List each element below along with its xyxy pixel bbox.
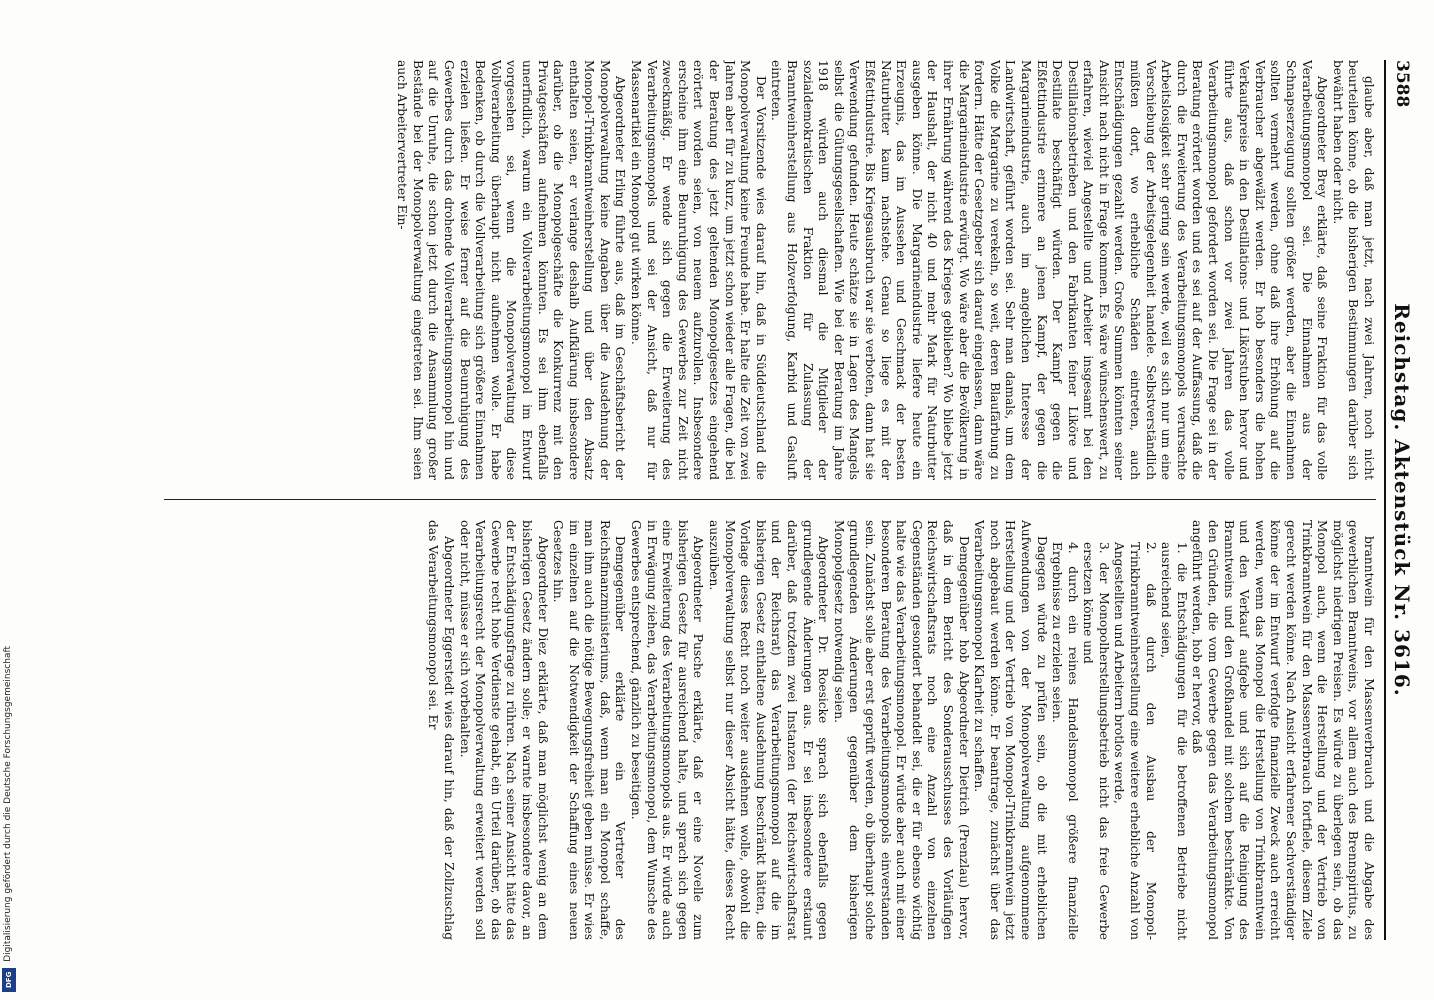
paragraph: Abgeordneter Diez erklärte, daß man möglichst wenig an dem bisherigen Gesetz ändern solle; er warnte insbesondere davor, an der Entschädigungsfrage zu rühren. Nach seiner Ansicht hätte das Gewerbe recht hohe Verdienste gehabt, ein Urteil darüber, ob das Verarbeitungsrecht der Monopolverwaltung erweitert werden soll oder nicht, müsse er sich vorbehalten. <box>457 520 550 940</box>
page-title: Reichstag. Aktenstück Nr. 3616. <box>1390 303 1414 697</box>
list-item: 2. daß durch den Ausbau der Monopol-Trinkbranntweinherstellung eine weitere erhebliche Anzahl von Angestellten und Arbeitern brotlos werde, <box>1112 542 1158 940</box>
paragraph: glaube aber, daß man jetzt, nach zwei Jahren, noch nicht beurteilen könne, ob die bisherigen Bestimmungen darüber sich bewährt haben oder nicht. <box>1330 60 1376 480</box>
page-number: 3588 <box>1392 60 1412 108</box>
paragraph: Abgeordneter Brey erklärte, daß seine Fraktion für das volle Verarbeitungsmonopol sei. Die Einnahmen aus der Schnapserzeugung sollten größer werden, aber die Einnahmen sollten vermehrt werden, ohne daß ihre Erhöhung auf die Verbraucher abgewälzt werden. Er hob besonders die hohen Verkaufspreise in den Destillations- und Likörstuben hervor und führte aus, daß schon vor zwei Jahren das volle Verarbeitungsmonopol gefordert worden sei. Die Frage sei in der Beratung erörtert worden und es sei auf der Auffassung, daß die durch die Erweiterung des Verarbeitungsmonopols verursachte Arbeitslosigkeit sehr gering sein werde, weil es sich nur um eine Verschiebung der Arbeitsgelegenheit handele. Selbstverständlich müßten dort, wo erhebliche Schäden eintreten, auch Entschädigungen gezahlt werden. Große Summen könnten seiner Ansicht nach nicht in Frage kommen. Es wäre wünschenswert, zu erfahren, wieviel Angestellte und Arbeiter insgesamt bei den Destillationsbetrieben und den Fabrikanten feiner Liköre und Destillate beschäftigt würden. Der Kampf gegen die Eßfettindustrie erinnere an jenen Kampf, der gegen die Margarineindustrie, auch im angeblichen Interesse der Landwirtschaft, geführt worden sei. Sehr man damals, um dem Volke die Margarine zu verekeln, so weit, deren Blaufärbung zu fordern. Hätte der Gesetzgeber sich darauf eingelassen, dann wäre die Margarineindustrie erwürgt. Wo wäre aber die Bevölkerung in ihrer Ernährung während des Krieges geblieben? Wo bliebe jetzt der Haushalt, der nicht 40 und mehr Mark für Naturbutter ausgeben könne. Die Margarineindustrie liefere heute ein Erzeugnis, das im Aussehen und Geschmack der besten Naturbutter kaum nachstehe. Genau so liege es mit der Eßfettindustrie. Bis Kriegsausbruch war sie verboten, dann hat sie Verwendung gefunden. Heute schätze sie in Lagen des Mangels selbst die Gütungsgesellschaften. Wie bei der Beratung im Jahre 1918 würden auch diesmal die Mitglieder der sozialdemokratischen Fraktion für Zulassung der Branntweinherstellung aus Holzverfolgung, Karbid und Gasluft eintreten. <box>769 60 1330 480</box>
paragraph: Dagegen würde zu prüfen sein, ob die mit erheblichen Aufwendungen von der Monopolverwaltung aufgenommene Herstellung und der Vertrieb von Monopol-Trinkbranntwein jetzt noch abgebaut werden könne. Er beantrage, zunächst über das Verarbeitungsmonopol Klarheit zu schaffen. <box>972 520 1049 940</box>
paragraph: Abgeordneter Pusche erklärte, daß er eine Novelle zum bisherigen Gesetz für ausreichend halte, und sprach sich gegen eine Erweiterung des Verarbeitungsmonopols aus. Er würde auch in Erwägung ziehen, das Verarbeitungsmonopol, dem Wunsche des Gewerbes entsprechend, gänzlich zu beseitigen. <box>629 520 706 940</box>
list-item: 3. der Monopolherstellungsbetrieb nicht das freie Gewerbe ersetzen könne und <box>1081 542 1111 940</box>
text-columns <box>164 60 1376 940</box>
paragraph: Demgegenüber erklärte ein Vertreter des Reichsfinanzministeriums, daß, wenn man ein Monopol schaffe, man ihm auch die nötige Bewegungsfreiheit geben müsse. Er wies im einzelnen auf die Notwendigkeit der Schaffung eines neuen Gesetzes hin. <box>551 520 628 940</box>
page-header <box>1384 60 1416 940</box>
paragraph: Abgeordneter Dr. Roesicke sprach sich ebenfalls gegen grundlegende Änderungen aus. Er sei insbesondere erstaunt darüber, daß trotzdem zwei Instanzen (der Reichswirtschaftsrat und der Reichsrat) das Verarbeitungsmonopol auf die im bisherigen Gesetz enthaltene Ausdehnung beschränkt hätten, die Vorlage dieses Recht noch weiter ausdehnen wolle, obwohl die Monopolverwaltung selbst nur dieser Absicht hätte, dieses Recht auszuüben. <box>707 520 831 940</box>
right-column <box>164 520 1376 940</box>
credit-strip <box>0 600 20 1000</box>
list-item: 1. die Entschädigungen für die betroffenen Betriebe nicht ausreichend seien, <box>1159 542 1189 940</box>
rotated-page <box>124 0 1434 1000</box>
dfg-logo: DFG <box>2 968 16 992</box>
column-divider <box>164 499 1376 500</box>
paragraph: Abgeordneter Erling führte aus, daß im Geschäftsbericht der Monopolverwaltung keine Angaben über die Ausdehnung der Monopol-Trinkbranntweinherstellung und über den Absatz enthalten seien, er verlange deshalb Aufklärung insbesondere darüber, ob die Monopolgeschäfte die Konkurrenz mit den Privatgeschäften aufnehmen könnten. Es sei ihm ebenfalls unerfindlich, warum ein Vollverarbeitungsmonopol im Entwurf vorgesehen sei, wenn die Monopolverwaltung diese Vollverarbeitung überhaupt nicht aufnehmen wolle. Er habe Bedenken, ob durch die Vollverarbeitung sich größere Einnahmen erzielen ließen. Er weise ferner auf die Beunruhigung des Gewerbes durch das drohende Vollverarbeitungsmonopol hin und auf die Unruhe, die schon jetzt durch die Ansammlung großer Bestände bei der Monopolverwaltung eingetreten sei. Ihm seien auch Arbeitervertreter Ein- <box>395 60 628 480</box>
paragraph: Demgegenüber hob Abgeordneter Dietrich (Prenzlau) hervor, daß in dem Bericht des Sonderausschusses des Vorläufigen Reichswirtschaftsrats noch eine Anzahl von einzelnen Gegenständen gesondert behandelt sei, die er für ebenso wichtig halte wie das Verarbeitungsmonopol. Er würde aber auch mit einer besonderen Beratung des Verarbeitungsmonopols einverstanden sein. Zunächst solle aber erst geprüft werden, ob überhaupt solche grundlegenden Änderungen gegenüber dem bisherigen Monopolgesetz notwendig seien. <box>831 520 971 940</box>
list-item: 4. durch ein reines Handelsmonopol größere finanzielle Ergebnisse zu erzielen seien. <box>1050 542 1080 940</box>
paragraph: Der Vorsitzende wies darauf hin, daß in Süddeutschland die Monopolverwaltung keine Freunde habe. Er halte die Zeit von zwei Jahren aber für zu kurz, um jetzt schon wieder alle Fragen, die bei der Beratung des jetzt geltenden Monopolgesetzes eingehend erörtert worden seien, von neuem aufzurollen. Insbesondere erscheine ihm eine Beunruhigung des Gewerbes zur Zeit nicht zweckmäßig. Er wende sich gegen die Erweiterung des Verarbeitungsmonopols und sei der Ansicht, daß nur für Massenartikel ein Monopol gut wirken könne. <box>629 60 768 480</box>
paragraph: Abgeordneter Eggerstedt wies darauf hin, daß der Zollzuschlag das Verarbeitungsmonopol sei. Er <box>426 520 456 940</box>
paragraph: branntwein für den Massenverbrauch und die Abgabe des gewerblichen Branntweins, vor allem auch des Brennspiritus, zu möglichst niedrigen Preisen. Es würde zu überlegen sein, ob das Monopol auch, wenn die Herstellung und der Vertrieb von Trinkbranntwein für den Massenverbrauch fortfiele, diesem Ziele gerecht werden könne. Nach Ansicht erfahrener Sachverständiger könne der im Entwurf verfolgte finanzielle Zweck auch erreicht werden, wenn das Monopol die Herstellung von Trinkbranntwein und den Verkauf aufgebe und sich auf die Reinigung des Branntweins und den Großhandel mit solchem beschränkte. Von den Gründen, die vom Gewerbe gegen das Verarbeitungsmonopol angeführt werden, hob er hervor, daß <box>1190 520 1376 940</box>
left-column <box>164 60 1376 480</box>
digitization-credit: Digitalisierung gefördert durch die Deutsche Forschungsgemeinschaft <box>3 646 13 962</box>
